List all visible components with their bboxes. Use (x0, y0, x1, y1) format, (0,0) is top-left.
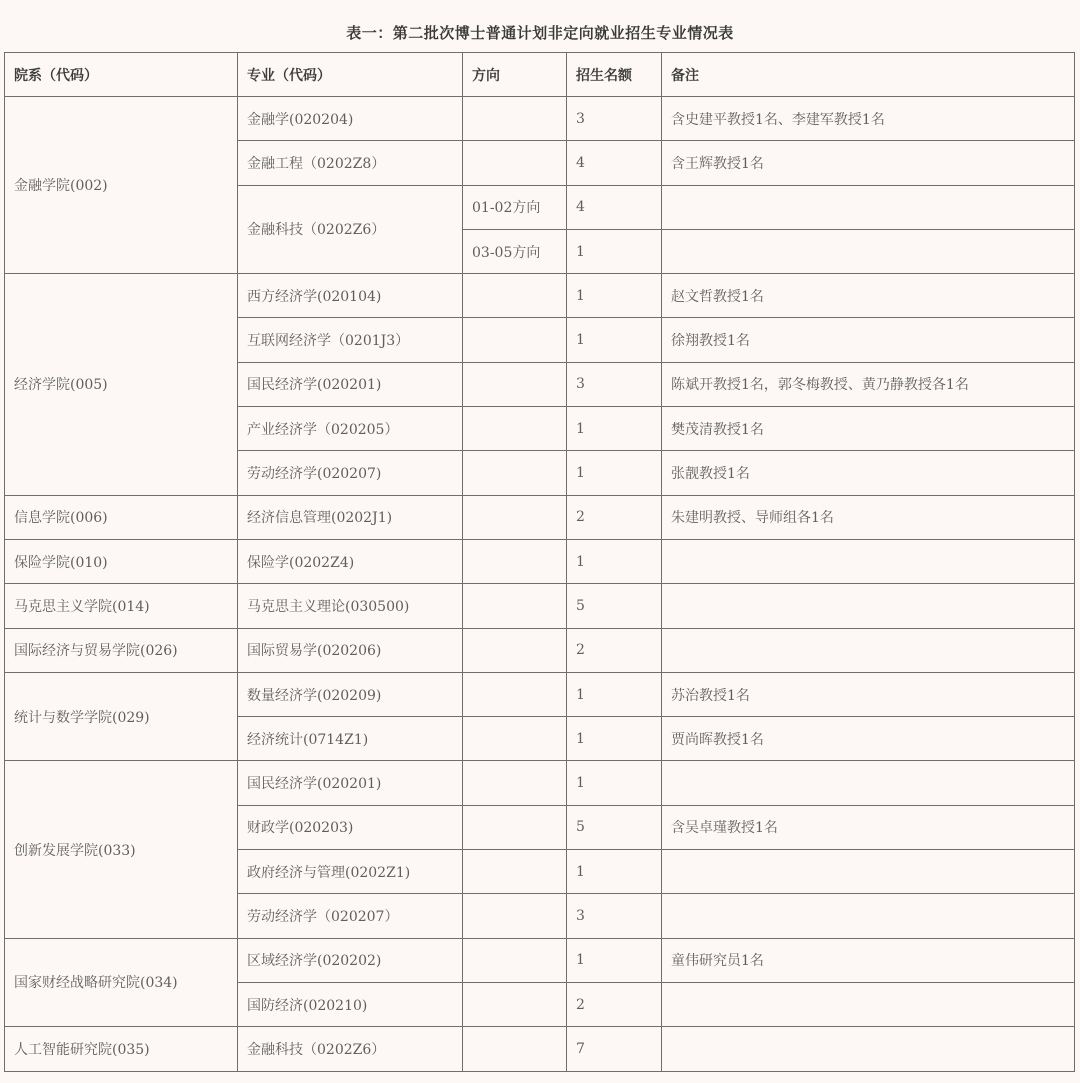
header-row (5, 53, 1075, 97)
direction-cell (463, 982, 567, 1026)
note-cell: 赵文哲教授1名 (662, 274, 1075, 318)
major-cell: 经济统计(0714Z1) (238, 717, 463, 761)
direction-cell (463, 628, 567, 672)
major-cell: 财政学(020203) (238, 805, 463, 849)
dept-cell: 马克思主义学院(014) (5, 584, 238, 628)
direction-cell (463, 717, 567, 761)
major-cell: 产业经济学（020205） (238, 407, 463, 451)
direction-cell (463, 539, 567, 583)
note-cell (662, 584, 1075, 628)
quota-cell: 1 (567, 539, 662, 583)
note-cell (662, 850, 1075, 894)
direction-cell (463, 584, 567, 628)
major-cell: 西方经济学(020104) (238, 274, 463, 318)
table-row (5, 539, 1075, 583)
table-row (5, 97, 1075, 141)
table-row (5, 274, 1075, 318)
direction-cell (463, 761, 567, 805)
major-cell: 劳动经济学(020207) (238, 451, 463, 495)
dept-cell: 人工智能研究院(035) (5, 1027, 238, 1071)
table-row (5, 584, 1075, 628)
direction-cell (463, 850, 567, 894)
quota-cell: 5 (567, 584, 662, 628)
major-cell: 劳动经济学（020207） (238, 894, 463, 938)
quota-cell: 5 (567, 805, 662, 849)
quota-cell: 3 (567, 894, 662, 938)
direction-cell (463, 938, 567, 982)
note-cell: 童伟研究员1名 (662, 938, 1075, 982)
header-direction: 方向 (463, 53, 567, 97)
dept-cell: 经济学院(005) (5, 274, 238, 495)
table-row (5, 672, 1075, 716)
quota-cell: 1 (567, 274, 662, 318)
direction-cell (463, 495, 567, 539)
major-cell: 政府经济与管理(0202Z1) (238, 850, 463, 894)
direction-cell (463, 894, 567, 938)
dept-cell: 金融学院(002) (5, 97, 238, 274)
note-cell: 樊茂清教授1名 (662, 407, 1075, 451)
table-body (5, 97, 1075, 1072)
major-cell: 金融学(020204) (238, 97, 463, 141)
direction-cell: 03-05方向 (463, 229, 567, 273)
quota-cell: 1 (567, 850, 662, 894)
quota-cell: 3 (567, 362, 662, 406)
table-title: 表一：第二批次博士普通计划非定向就业招生专业情况表 (346, 24, 734, 42)
major-cell: 数量经济学(020209) (238, 672, 463, 716)
quota-cell: 1 (567, 407, 662, 451)
major-cell: 金融科技（0202Z6） (238, 185, 463, 274)
quota-cell: 7 (567, 1027, 662, 1071)
direction-cell (463, 274, 567, 318)
dept-cell: 创新发展学院(033) (5, 761, 238, 938)
major-cell: 国民经济学(020201) (238, 761, 463, 805)
dept-cell: 国际经济与贸易学院(026) (5, 628, 238, 672)
major-cell: 互联网经济学（0201J3） (238, 318, 463, 362)
major-cell: 金融科技（0202Z6） (238, 1027, 463, 1071)
direction-cell (463, 362, 567, 406)
major-cell: 国民经济学(020201) (238, 362, 463, 406)
dept-cell: 保险学院(010) (5, 539, 238, 583)
direction-cell (463, 97, 567, 141)
major-cell: 保险学(0202Z4) (238, 539, 463, 583)
quota-cell: 1 (567, 229, 662, 273)
direction-cell (463, 451, 567, 495)
enrollment-table (4, 52, 1075, 1072)
direction-cell (463, 805, 567, 849)
note-cell: 苏治教授1名 (662, 672, 1075, 716)
direction-cell: 01-02方向 (463, 185, 567, 229)
note-cell (662, 1027, 1075, 1071)
quota-cell: 3 (567, 97, 662, 141)
table-row (5, 761, 1075, 805)
quota-cell: 1 (567, 717, 662, 761)
direction-cell (463, 407, 567, 451)
header-dept: 院系（代码） (5, 53, 238, 97)
note-cell: 张靓教授1名 (662, 451, 1075, 495)
note-cell: 朱建明教授、导师组各1名 (662, 495, 1075, 539)
direction-cell (463, 318, 567, 362)
note-cell (662, 628, 1075, 672)
note-cell: 贾尚晖教授1名 (662, 717, 1075, 761)
table-row (5, 495, 1075, 539)
header-major: 专业（代码） (238, 53, 463, 97)
note-cell (662, 894, 1075, 938)
note-cell: 陈斌开教授1名，郭冬梅教授、黄乃静教授各1名 (662, 362, 1075, 406)
quota-cell: 4 (567, 185, 662, 229)
quota-cell: 2 (567, 495, 662, 539)
quota-cell: 1 (567, 761, 662, 805)
major-cell: 区域经济学(020202) (238, 938, 463, 982)
dept-cell: 统计与数学学院(029) (5, 672, 238, 761)
quota-cell: 4 (567, 141, 662, 185)
note-cell (662, 982, 1075, 1026)
table-row (5, 628, 1075, 672)
direction-cell (463, 141, 567, 185)
dept-cell: 信息学院(006) (5, 495, 238, 539)
quota-cell: 1 (567, 672, 662, 716)
note-cell: 含史建平教授1名、李建军教授1名 (662, 97, 1075, 141)
note-cell: 含王辉教授1名 (662, 141, 1075, 185)
header-note: 备注 (662, 53, 1075, 97)
table-row (5, 1027, 1075, 1071)
quota-cell: 2 (567, 982, 662, 1026)
header-quota: 招生名额 (567, 53, 662, 97)
quota-cell: 1 (567, 451, 662, 495)
major-cell: 国防经济(020210) (238, 982, 463, 1026)
quota-cell: 1 (567, 938, 662, 982)
note-cell: 徐翔教授1名 (662, 318, 1075, 362)
note-cell: 含吴卓瑾教授1名 (662, 805, 1075, 849)
major-cell: 国际贸易学(020206) (238, 628, 463, 672)
note-cell (662, 761, 1075, 805)
dept-cell: 国家财经战略研究院(034) (5, 938, 238, 1027)
note-cell (662, 229, 1075, 273)
table-row (5, 938, 1075, 982)
note-cell (662, 539, 1075, 583)
major-cell: 马克思主义理论(030500) (238, 584, 463, 628)
quota-cell: 1 (567, 318, 662, 362)
table-header (5, 53, 1075, 97)
direction-cell (463, 1027, 567, 1071)
quota-cell: 2 (567, 628, 662, 672)
note-cell (662, 185, 1075, 229)
major-cell: 金融工程（0202Z8） (238, 141, 463, 185)
major-cell: 经济信息管理(0202J1) (238, 495, 463, 539)
direction-cell (463, 672, 567, 716)
